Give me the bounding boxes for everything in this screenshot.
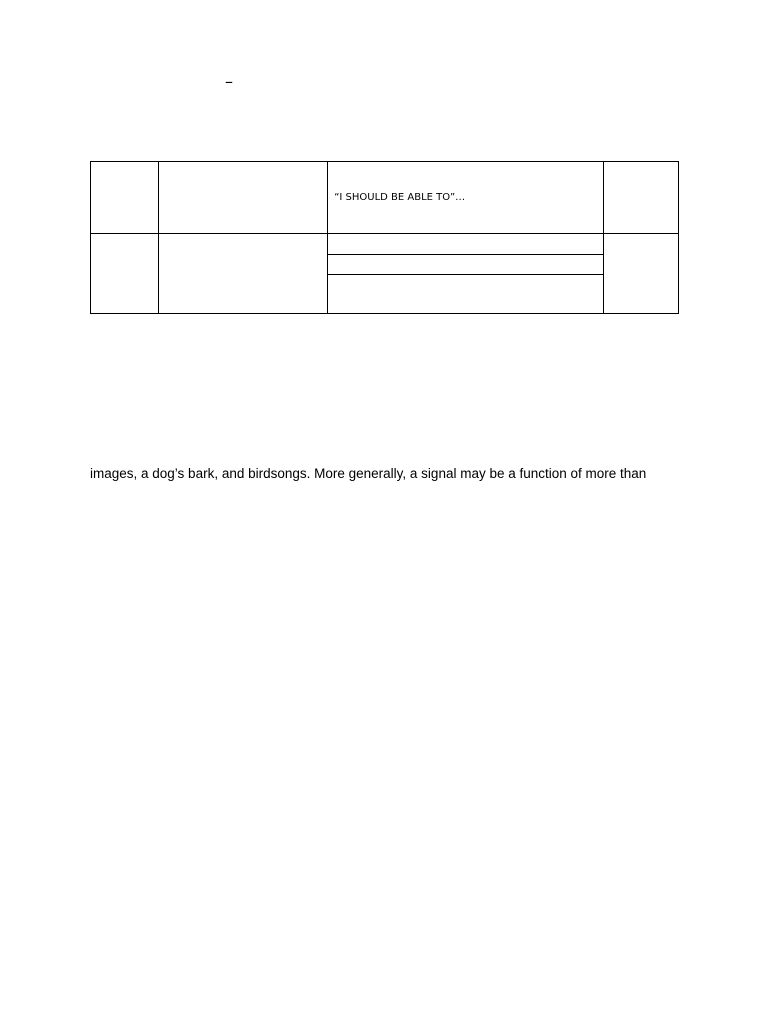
objectives-table	[90, 161, 679, 314]
objective-cell	[328, 254, 603, 274]
body-cell-b	[159, 234, 328, 314]
header-cell-a	[91, 162, 159, 234]
body-paragraph: images, a dog’s bark, and birdsongs. More generally, a signal may be a function of more than	[90, 466, 647, 481]
header-cell-should-be-able-to: “I SHOULD BE ABLE TO”…	[328, 162, 603, 234]
table-row	[91, 234, 679, 254]
body-cell-d	[603, 234, 678, 314]
header-dash: –	[225, 72, 233, 91]
objective-cell	[328, 274, 603, 313]
objective-cell	[328, 234, 603, 254]
header-cell-d	[603, 162, 678, 234]
table-header-row	[91, 162, 679, 234]
body-cell-a	[91, 234, 159, 314]
header-cell-b	[159, 162, 328, 234]
